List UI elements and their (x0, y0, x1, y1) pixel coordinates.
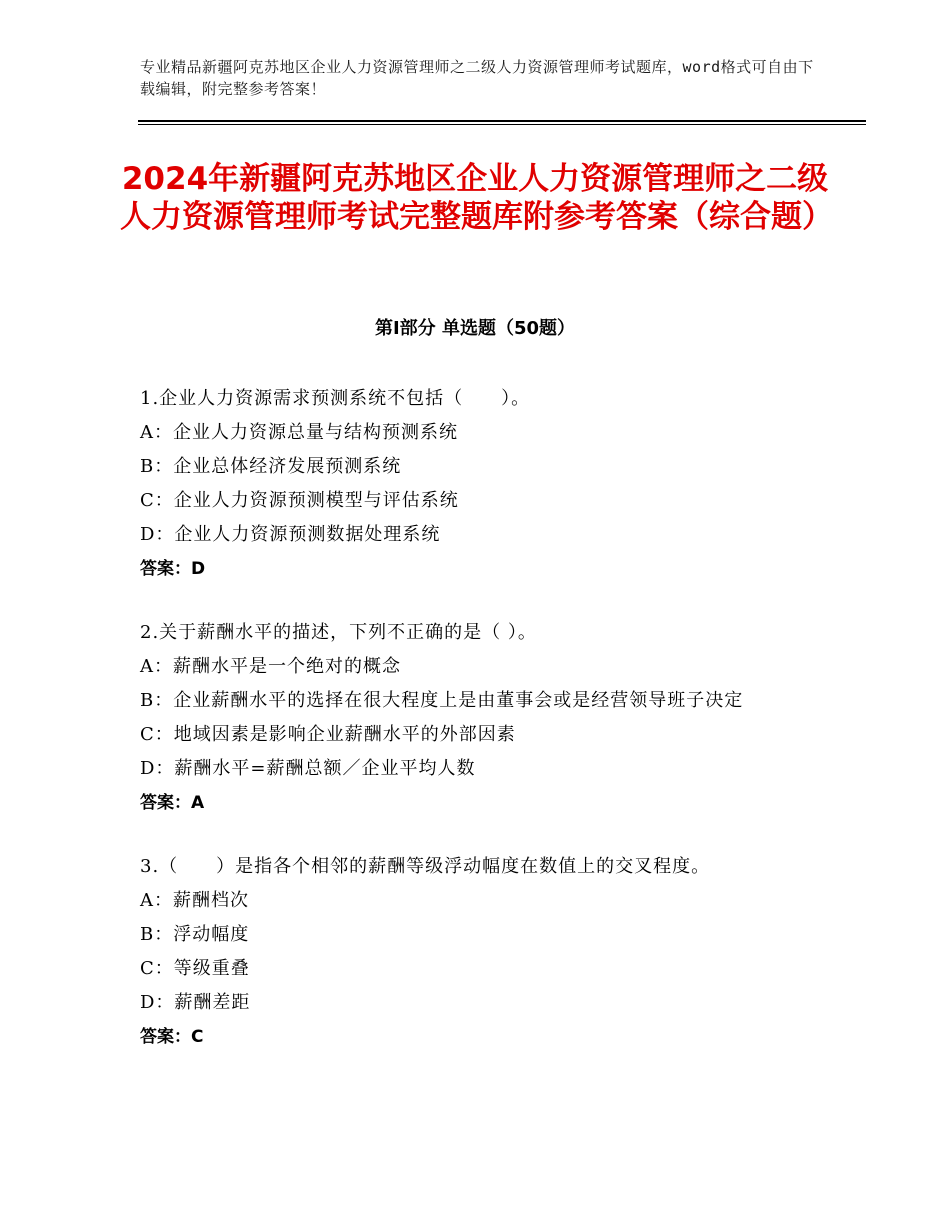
option-d: D：薪酬水平=薪酬总额／企业平均人数 (140, 758, 476, 779)
option-c: C：等级重叠 (140, 958, 250, 979)
option-b: B：企业薪酬水平的选择在很大程度上是由董事会或是经营领导班子决定 (140, 690, 744, 711)
option-b: B：企业总体经济发展预测系统 (140, 456, 402, 477)
answer: 答案：D (140, 559, 206, 579)
answer: 答案：C (140, 1027, 204, 1047)
option-d: D：薪酬差距 (140, 992, 251, 1013)
header-divider-thin (138, 124, 866, 125)
question-stem: 2.关于薪酬水平的描述，下列不正确的是（ ）。 (140, 622, 537, 643)
header-note: 专业精品新疆阿克苏地区企业人力资源管理师之二级人力资源管理师考试题库，word格式可自由下载编辑，附完整参考答案！ (140, 58, 814, 98)
question-list (140, 382, 810, 1084)
option-a: A：薪酬水平是一个绝对的概念 (140, 656, 401, 677)
header-divider-thick (138, 120, 866, 122)
option-d: D：企业人力资源预测数据处理系统 (140, 524, 441, 545)
question-stem: 1.企业人力资源需求预测系统不包括（ ）。 (140, 388, 531, 409)
question-3 (140, 850, 810, 1054)
answer: 答案：A (140, 793, 205, 813)
question-1 (140, 382, 810, 586)
question-2 (140, 616, 810, 820)
option-a: A：薪酬档次 (140, 890, 249, 911)
option-c: C：企业人力资源预测模型与评估系统 (140, 490, 459, 511)
option-a: A：企业人力资源总量与结构预测系统 (140, 422, 458, 443)
option-c: C：地域因素是影响企业薪酬水平的外部因素 (140, 724, 516, 745)
option-b: B：浮动幅度 (140, 924, 250, 945)
document-title: 2024年新疆阿克苏地区企业人力资源管理师之二级人力资源管理师考试完整题库附参考答案（综合题） (120, 161, 833, 235)
section-title: 第Ⅰ部分 单选题（50题） (374, 318, 575, 339)
question-stem: 3.（ ）是指各个相邻的薪酬等级浮动幅度在数值上的交叉程度。 (140, 856, 711, 877)
